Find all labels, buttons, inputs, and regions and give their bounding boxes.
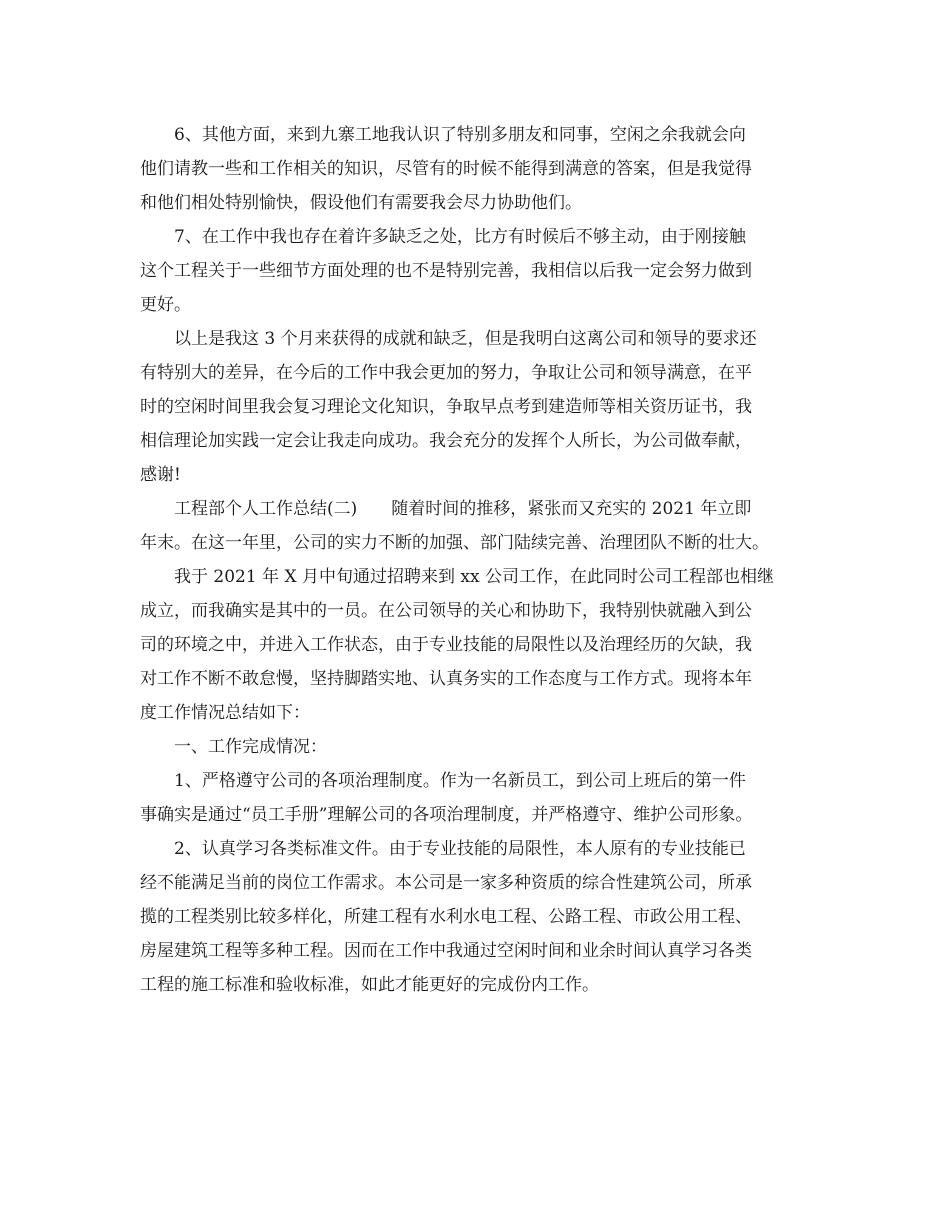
text-line: 更好。 bbox=[140, 295, 191, 315]
text-line: 7、在工作中我也存在着许多缺乏之处，比方有时候后不够主动，由于刚接触 bbox=[174, 227, 746, 247]
text-line: 他们请教一些和工作相关的知识，尽管有的时候不能得到满意的答案，但是我觉得 bbox=[140, 159, 752, 179]
paragraph bbox=[140, 832, 830, 1002]
text-line: 和他们相处特别愉快，假设他们有需要我会尽力协助他们。 bbox=[140, 193, 582, 213]
text-line: 工程的施工标准和验收标准，如此才能更好的完成份内工作。 bbox=[140, 975, 599, 995]
paragraph bbox=[140, 492, 830, 560]
paragraph bbox=[140, 764, 830, 832]
text-line: 相信理论加实践一定会让我走向成功。我会充分的发挥个人所长，为公司做奉献， bbox=[140, 431, 752, 451]
text-line: 我于 2021 年 X 月中旬通过招聘来到 xx 公司工作，在此同时公司工程部也相继 bbox=[174, 567, 774, 587]
paragraph bbox=[140, 560, 830, 730]
text-line: 对工作不断不敢怠慢，坚持脚踏实地、认真务实的工作态度与工作方式。现将本年 bbox=[140, 669, 752, 689]
text-line: 工程部个人工作总结(二) 随着时间的推移，紧张而又充实的 2021 年立即 bbox=[174, 499, 752, 519]
text-line: 经不能满足当前的岗位工作需求。本公司是一家多种资质的综合性建筑公司，所承 bbox=[140, 873, 752, 893]
paragraph bbox=[140, 322, 830, 492]
text-line: 6、其他方面，来到九寨工地我认识了特别多朋友和同事，空闲之余我就会向 bbox=[174, 125, 746, 145]
text-line: 一、工作完成情况： bbox=[174, 737, 327, 757]
paragraph bbox=[140, 220, 830, 322]
document-body bbox=[140, 118, 830, 1002]
text-line: 年末。在这一年里，公司的实力不断的加强、部门陆续完善、治理团队不断的壮大。 bbox=[140, 533, 769, 553]
text-line: 1、严格遵守公司的各项治理制度。作为一名新员工，到公司上班后的第一件 bbox=[174, 771, 746, 791]
text-line: 揽的工程类别比较多样化，所建工程有水利水电工程、公路工程、市政公用工程、 bbox=[140, 907, 752, 927]
text-line: 事确实是通过“员工手册”理解公司的各项治理制度，并严格遵守、维护公司形象。 bbox=[140, 805, 753, 825]
text-line: 2、认真学习各类标准文件。由于专业技能的局限性，本人原有的专业技能已 bbox=[174, 839, 746, 859]
text-line: 这个工程关于一些细节方面处理的也不是特别完善，我相信以后我一定会努力做到 bbox=[140, 261, 752, 281]
paragraph bbox=[140, 118, 830, 220]
text-line: 有特别大的差异，在今后的工作中我会更加的努力，争取让公司和领导满意，在平 bbox=[140, 363, 752, 383]
text-line: 房屋建筑工程等多种工程。因而在工作中我通过空闲时间和业余时间认真学习各类 bbox=[140, 941, 752, 961]
text-line: 度工作情况总结如下： bbox=[140, 703, 310, 723]
text-line: 成立，而我确实是其中的一员。在公司领导的关心和协助下，我特别快就融入到公 bbox=[140, 601, 752, 621]
text-line: 时的空闲时间里我会复习理论文化知识，争取早点考到建造师等相关资历证书，我 bbox=[140, 397, 752, 417]
text-line: 以上是我这 3 个月来获得的成就和缺乏，但是我明白这离公司和领导的要求还 bbox=[174, 329, 757, 349]
paragraph bbox=[140, 730, 830, 764]
text-line: 司的环境之中，并进入工作状态，由于专业技能的局限性以及治理经历的欠缺，我 bbox=[140, 635, 752, 655]
text-line: 感谢! bbox=[140, 465, 181, 485]
